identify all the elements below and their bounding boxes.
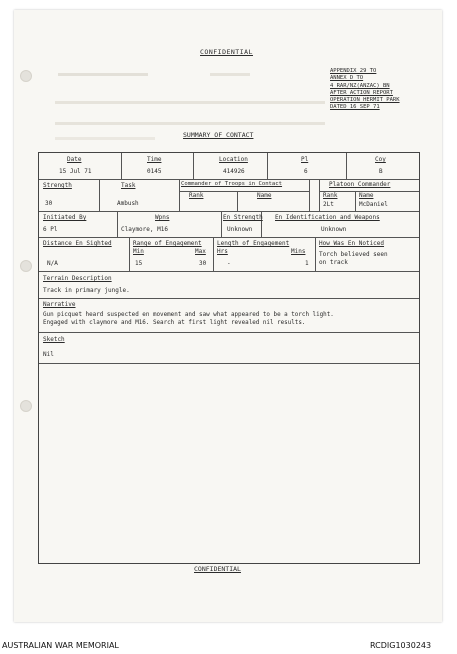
archive-reference: RCDIG1030243 bbox=[370, 641, 432, 650]
classification-marking: CONFIDENTIAL bbox=[200, 48, 253, 56]
platoon-commander-label: Platoon Commander bbox=[329, 181, 391, 188]
classification-marking: CONFIDENTIAL bbox=[194, 565, 241, 573]
appendix-line: AFTER ACTION REPORT bbox=[330, 89, 393, 96]
range-max-value: 30 bbox=[199, 260, 207, 267]
task-label: Task bbox=[121, 182, 136, 189]
row-divider bbox=[39, 332, 419, 333]
contact-summary-form bbox=[38, 152, 420, 564]
bleed-through bbox=[55, 137, 155, 140]
sketch-value: Nil bbox=[43, 351, 54, 358]
range-max-label: Max bbox=[195, 248, 206, 255]
company-value: B bbox=[379, 168, 383, 175]
range-min-value: 15 bbox=[135, 260, 143, 267]
en-strength-value: Unknown bbox=[227, 226, 253, 233]
how-noticed-value: on track bbox=[319, 259, 348, 266]
company-label: Coy bbox=[375, 156, 386, 163]
appendix-line: APPENDIX 29 TO bbox=[330, 68, 377, 74]
length-hrs-label: Hrs bbox=[217, 248, 228, 255]
terrain-label: Terrain Description bbox=[43, 275, 112, 282]
length-mins-value: 1 bbox=[305, 260, 309, 267]
row-divider bbox=[39, 211, 419, 212]
range-engagement-label: Range of Engagement bbox=[133, 240, 202, 247]
narrative-label: Narrative bbox=[43, 301, 76, 308]
distance-sighted-value: N/A bbox=[47, 260, 58, 267]
length-hrs-value: - bbox=[227, 260, 231, 267]
col-divider bbox=[179, 179, 180, 211]
punch-hole bbox=[20, 260, 32, 272]
col-divider bbox=[193, 153, 194, 179]
punch-hole bbox=[20, 70, 32, 82]
row-divider bbox=[39, 363, 419, 364]
how-noticed-label: How Was En Noticed bbox=[319, 240, 385, 247]
date-value: 15 Jul 71 bbox=[59, 168, 92, 175]
bleed-through bbox=[55, 122, 325, 125]
col-divider bbox=[121, 153, 122, 179]
col-divider bbox=[99, 179, 100, 211]
weapons-value: Claymore, M16 bbox=[121, 226, 168, 233]
platoon-commander-name-label: Name bbox=[359, 192, 374, 199]
col-divider bbox=[309, 179, 310, 211]
platoon-commander-name-value: McDaniel bbox=[359, 201, 388, 208]
platoon-label: Pl bbox=[301, 156, 309, 163]
commander-rank-label: Rank bbox=[189, 192, 204, 199]
time-value: 0145 bbox=[147, 168, 162, 175]
row-divider bbox=[39, 271, 419, 272]
narrative-text: Engaged with claymore and M16. Search at first light revealed nil results. bbox=[43, 320, 306, 326]
appendix-line: DATED 16 SEP 71 bbox=[330, 104, 380, 111]
col-divider bbox=[355, 191, 356, 211]
length-mins-label: Mins bbox=[291, 248, 306, 255]
terrain-value: Track in primary jungle. bbox=[43, 287, 130, 294]
weapons-label: Wpns bbox=[155, 214, 170, 221]
platoon-value: 6 bbox=[304, 168, 308, 175]
en-identification-label: En Identification and Weapons bbox=[275, 214, 380, 221]
location-label: Location bbox=[219, 156, 248, 163]
col-divider bbox=[237, 191, 238, 211]
row-divider bbox=[39, 179, 419, 180]
bleed-through bbox=[55, 101, 325, 104]
col-divider bbox=[129, 237, 130, 271]
col-divider bbox=[267, 153, 268, 179]
col-divider bbox=[117, 211, 118, 237]
col-divider bbox=[346, 153, 347, 179]
archive-credit: AUSTRALIAN WAR MEMORIAL bbox=[2, 641, 119, 650]
commander-troops-label: Commander of Troops in Contact bbox=[181, 181, 283, 187]
en-identification-value: Unknown bbox=[321, 226, 347, 233]
location-value: 414926 bbox=[223, 168, 245, 175]
task-value: Ambush bbox=[117, 200, 139, 207]
how-noticed-value: Torch believed seen bbox=[319, 251, 388, 258]
appendix-line: 4 RAR/NZ(ANZAC) BN bbox=[330, 82, 390, 89]
en-strength-label: En Strength bbox=[223, 214, 263, 221]
bleed-through bbox=[58, 73, 148, 76]
strength-label: Strength bbox=[43, 182, 72, 189]
distance-sighted-label: Distance En Sighted bbox=[43, 240, 112, 247]
row-divider bbox=[39, 298, 419, 299]
bleed-through bbox=[210, 73, 250, 76]
initiated-by-label: Initiated By bbox=[43, 214, 87, 221]
length-engagement-label: Length of Engagement bbox=[217, 240, 290, 247]
punch-hole bbox=[20, 400, 32, 412]
col-divider bbox=[315, 237, 316, 271]
time-label: Time bbox=[147, 156, 162, 163]
platoon-commander-rank-label: Rank bbox=[323, 192, 338, 199]
appendix-reference bbox=[330, 68, 400, 112]
appendix-line: ANNEX D TO bbox=[330, 75, 364, 82]
row-divider bbox=[39, 237, 419, 238]
commander-name-label: Name bbox=[257, 192, 272, 199]
col-divider bbox=[319, 179, 320, 211]
sketch-label: Sketch bbox=[43, 336, 65, 343]
narrative-text: Gun picquet heard suspected en movement and saw what appeared to be a torch light. bbox=[43, 312, 334, 318]
form-title: SUMMARY OF CONTACT bbox=[183, 131, 254, 139]
col-divider bbox=[221, 211, 222, 237]
range-min-label: Min bbox=[133, 248, 144, 255]
date-label: Date bbox=[67, 156, 82, 163]
strength-value: 30 bbox=[45, 200, 53, 207]
col-divider bbox=[213, 237, 214, 271]
platoon-commander-rank-value: 2Lt bbox=[323, 201, 334, 208]
initiated-by-value: 6 Pl bbox=[43, 226, 58, 233]
appendix-line: OPERATION HERMIT PARK bbox=[330, 97, 400, 104]
